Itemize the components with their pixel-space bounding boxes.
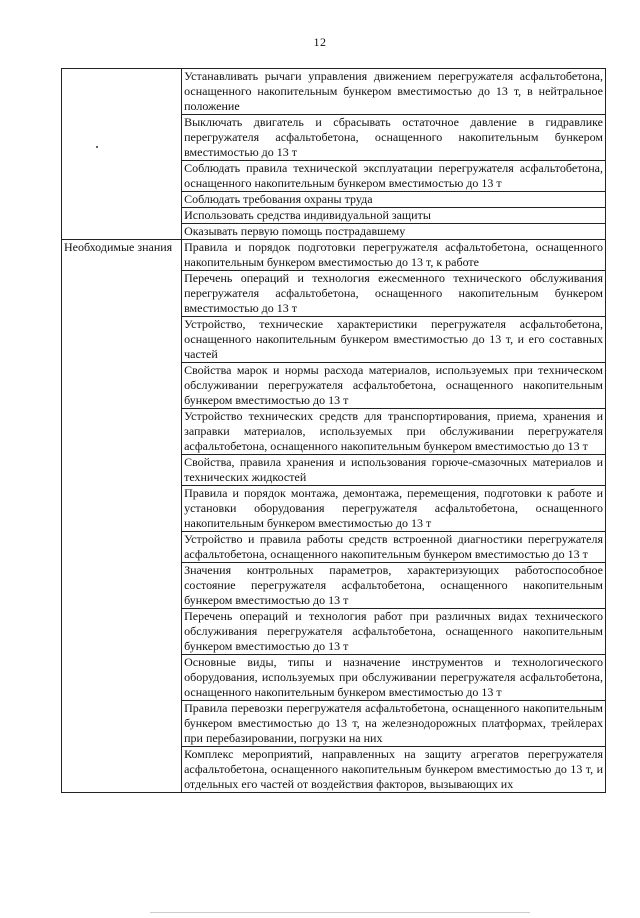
requirement-item: Основные виды, типы и назначение инструментов и технологического оборудования, используемых при обслуживании перегружателя асфальтобетона, оснащенного накопительным бункером вместимостью до 13 т	[182, 655, 606, 701]
requirement-item: Свойства, правила хранения и использования горюче-смазочных материалов и технических жидкостей	[182, 455, 606, 486]
requirement-item: Выключать двигатель и сбрасывать остаточное давление в гидравлике перегружателя асфальтобетона, оснащенного накопительным бункером вместимостью до 13 т	[182, 115, 606, 161]
requirement-item: Устройство и правила работы средств встроенной диагностики перегружателя асфальтобетона, оснащенного накопительным бункером вместимостью до 13 т	[182, 532, 606, 563]
requirement-item: Перечень операций и технология работ при различных видах технического обслуживания перегружателя асфальтобетона, оснащенного накопительным бункером вместимостью до 13 т	[182, 609, 606, 655]
requirement-item: Значения контрольных параметров, характеризующих работоспособное состояние перегружателя асфальтобетона, оснащенного накопительным бункером вместимостью до 13 т	[182, 563, 606, 609]
requirement-item: Правила и порядок подготовки перегружателя асфальтобетона, оснащенного накопительным бункером вместимостью до 13 т, к работе	[182, 240, 606, 271]
table-row	[62, 240, 606, 271]
requirement-item: Устройство, технические характеристики перегружателя асфальтобетона, оснащенного накопительным бункером вместимостью до 13 т, и его составных частей	[182, 317, 606, 363]
requirement-item: Комплекс мероприятий, направленных на защиту агрегатов перегружателя асфальтобетона, оснащенного накопительным бункером вместимостью до 13 т, и отдельных его частей от воздействия факторов, вызывающих их	[182, 747, 606, 793]
page-number: 12	[313, 35, 327, 49]
requirement-item: Соблюдать правила технической эксплуатации перегружателя асфальтобетона, оснащенного накопительным бункером вместимостью до 13 т	[182, 161, 606, 192]
scan-bottom-edge	[150, 912, 530, 913]
requirement-item: Перечень операций и технология ежесменного технического обслуживания перегружателя асфальтобетона, оснащенного накопительным бункером вместимостью до 13 т	[182, 271, 606, 317]
requirement-item: Использовать средства индивидуальной защиты	[182, 208, 606, 224]
requirement-item: Свойства марок и нормы расхода материалов, используемых при техническом обслуживании перегружателя асфальтобетона, оснащенного накопительным бункером вместимостью до 13 т	[182, 363, 606, 409]
competency-table-body	[62, 69, 606, 793]
requirement-item: Правила перевозки перегружателя асфальтобетона, оснащенного накопительным бункером вместимостью до 13 т, на железнодорожных платформах, трейлерах при перебазировании, погрузки на них	[182, 701, 606, 747]
competency-table	[61, 68, 606, 793]
requirement-item: Оказывать первую помощь пострадавшему	[182, 224, 606, 240]
requirement-item: Устройство технических средств для транспортирования, приема, хранения и заправки материалов, используемых при обслуживании перегружателя асфальтобетона, оснащенного накопительным бункером вместимостью до 13 т	[182, 409, 606, 455]
table-row	[62, 69, 606, 115]
section-label: Необходимые знания	[62, 240, 182, 793]
section-label	[62, 69, 182, 240]
requirement-item: Правила и порядок монтажа, демонтажа, перемещения, подготовки к работе и установки оборудования перегружателя асфальтобетона, оснащенного накопительным бункером вместимостью до 13 т	[182, 486, 606, 532]
requirement-item: Устанавливать рычаги управления движением перегружателя асфальтобетона, оснащенного накопительным бункером вместимостью до 13 т, в нейтральное положение	[182, 69, 606, 115]
requirement-item: Соблюдать требования охраны труда	[182, 192, 606, 208]
